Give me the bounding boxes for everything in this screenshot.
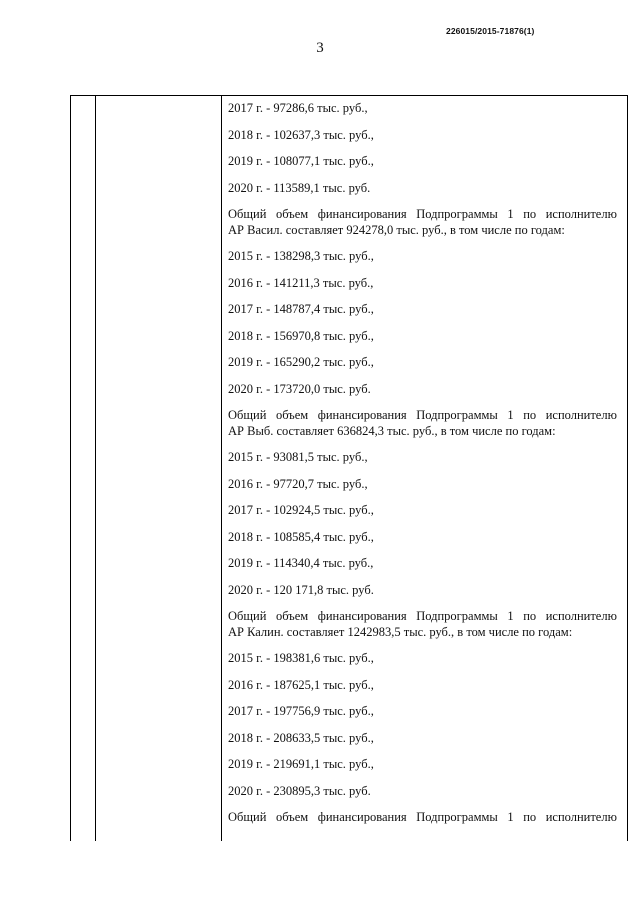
year-amount-line: 2017 г. - 102924,5 тыс. руб., <box>228 503 374 517</box>
paragraph-word: Общий <box>228 408 267 422</box>
paragraph-word: Общий <box>228 810 267 824</box>
paragraph-word: финансирования <box>317 207 407 221</box>
paragraph-word: Подпрограммы <box>416 810 498 824</box>
year-amount-line: 2020 г. - 120 171,8 тыс. руб. <box>228 582 374 597</box>
table-content-cell <box>222 96 627 835</box>
document-id: 226015/2015-71876(1) <box>446 26 535 36</box>
paragraph-word: исполнителю <box>545 207 617 221</box>
year-amount-line: 2017 г. - 97286,6 тыс. руб., <box>228 101 368 115</box>
year-amount-line: 2020 г. - 113589,1 тыс. руб. <box>228 180 371 195</box>
paragraph-word: объем <box>275 810 309 824</box>
paragraph-word: финансирования <box>317 810 407 824</box>
year-amount-line: 2017 г. - 197756,9 тыс. руб., <box>228 704 374 718</box>
paragraph-word: Подпрограммы <box>416 609 498 623</box>
year-amount-line: 2019 г. - 165290,2 тыс. руб., <box>228 355 374 369</box>
paragraph-word: объем <box>275 609 309 623</box>
year-amount-line: 2019 г. - 108077,1 тыс. руб., <box>228 154 374 168</box>
paragraph-word: по <box>523 810 537 824</box>
year-amount-line: 2018 г. - 208633,5 тыс. руб., <box>228 730 374 745</box>
paragraph-line: АР Калин. составляет 1242983,5 тыс. руб., в том числе по годам: <box>228 625 573 639</box>
year-amount-line: 2018 г. - 102637,3 тыс. руб., <box>228 127 374 142</box>
paragraph-word: 1 <box>507 207 514 221</box>
financing-summary-paragraph <box>228 206 617 238</box>
year-amount-line: 2016 г. - 141211,3 тыс. руб., <box>228 275 374 290</box>
year-amount-line: 2016 г. - 187625,1 тыс. руб., <box>228 677 374 692</box>
financing-summary-paragraph <box>228 407 617 439</box>
year-amount-line: 2020 г. - 230895,3 тыс. руб. <box>228 783 371 798</box>
paragraph-word: объем <box>275 207 309 221</box>
paragraph-word: по <box>523 408 537 422</box>
paragraph-word: исполнителю <box>545 810 617 824</box>
paragraph-word: 1 <box>507 408 514 422</box>
paragraph-word: по <box>523 207 537 221</box>
paragraph-word: финансирования <box>317 408 407 422</box>
paragraph-word: Подпрограммы <box>416 207 498 221</box>
year-amount-line: 2015 г. - 198381,6 тыс. руб., <box>228 651 374 665</box>
year-amount-line: 2016 г. - 97720,7 тыс. руб., <box>228 476 368 491</box>
year-amount-line: 2019 г. - 114340,4 тыс. руб., <box>228 556 374 570</box>
paragraph-word: исполнителю <box>545 609 617 623</box>
year-amount-line: 2017 г. - 148787,4 тыс. руб., <box>228 302 374 316</box>
financing-summary-paragraph <box>228 608 617 640</box>
year-amount-line: 2020 г. - 173720,0 тыс. руб. <box>228 381 371 396</box>
column-divider <box>95 96 96 841</box>
paragraph-line: АР Васил. составляет 924278,0 тыс. руб., в том числе по годам: <box>228 223 565 237</box>
paragraph-word: финансирования <box>317 609 407 623</box>
year-amount-line: 2018 г. - 108585,4 тыс. руб., <box>228 529 374 544</box>
paragraph-word: 1 <box>507 810 514 824</box>
page-number: 3 <box>316 40 324 56</box>
paragraph-word: 1 <box>507 609 514 623</box>
paragraph-word: по <box>523 609 537 623</box>
year-amount-line: 2015 г. - 138298,3 тыс. руб., <box>228 249 374 263</box>
year-amount-line: 2018 г. - 156970,8 тыс. руб., <box>228 328 374 343</box>
paragraph-word: исполнителю <box>545 408 617 422</box>
paragraph-word: объем <box>275 408 309 422</box>
financing-summary-paragraph <box>228 809 617 825</box>
financing-table <box>70 95 628 841</box>
paragraph-word: Общий <box>228 207 267 221</box>
paragraph-word: Подпрограммы <box>416 408 498 422</box>
year-amount-line: 2015 г. - 93081,5 тыс. руб., <box>228 450 368 464</box>
paragraph-line: АР Выб. составляет 636824,3 тыс. руб., в том числе по годам: <box>228 424 556 438</box>
paragraph-word: Общий <box>228 609 267 623</box>
year-amount-line: 2019 г. - 219691,1 тыс. руб., <box>228 757 374 771</box>
